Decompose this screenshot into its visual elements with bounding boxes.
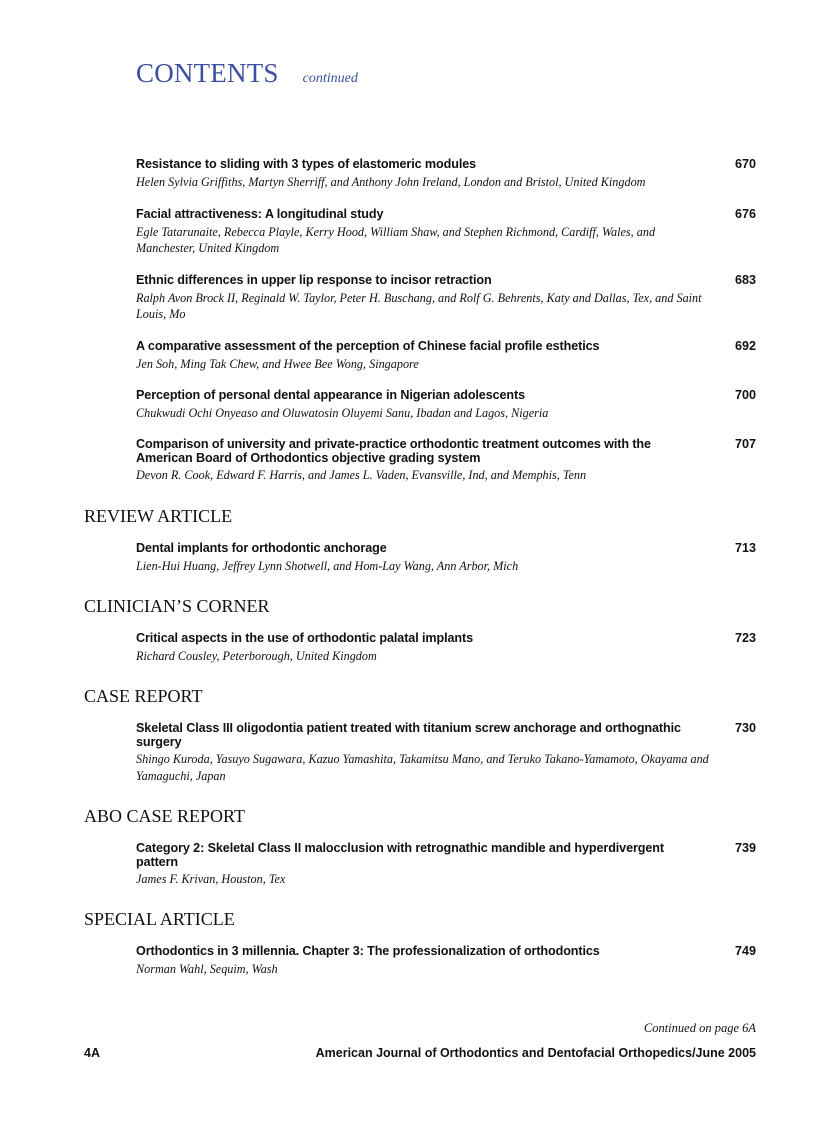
article-authors: James F. Krivan, Houston, Tex (136, 872, 286, 886)
toc-entry (136, 632, 756, 664)
article-page-number[interactable]: 670 (734, 157, 756, 171)
section-heading: REVIEW ARTICLE (84, 506, 233, 526)
article-page-number[interactable]: 739 (734, 841, 756, 855)
continued-note: Continued on page 6A (643, 1021, 756, 1035)
article-title[interactable]: Facial attractiveness: A longitudinal study (136, 207, 384, 221)
article-title[interactable]: A comparative assessment of the perception of Chinese facial profile esthetics (136, 339, 600, 353)
article-page-number[interactable]: 692 (734, 339, 756, 353)
section-heading: CASE REPORT (84, 686, 203, 706)
toc-entry (136, 158, 756, 190)
article-title[interactable]: Ethnic differences in upper lip response to incisor retraction (136, 273, 492, 287)
article-title[interactable]: Resistance to sliding with 3 types of elastomeric modules (136, 157, 477, 171)
footer-page-number: 4A (84, 1046, 100, 1060)
article-authors: Norman Wahl, Sequim, Wash (136, 961, 278, 976)
contents-title: CONTENTS (136, 58, 279, 88)
article-page-number[interactable]: 713 (734, 541, 756, 555)
article-authors: Egle Tatarunaite, Rebecca Playle, Kerry Hood, William Shaw, and Stephen Richmond, Cardiff, Wales, and Manchester, United Kingdom (136, 224, 656, 255)
toc-entry (136, 438, 756, 484)
article-page-number[interactable]: 683 (734, 273, 756, 287)
article-title[interactable]: Critical aspects in the use of orthodontic palatal implants (136, 631, 473, 645)
page-header (136, 58, 358, 89)
article-title[interactable]: Comparison of university and private-practice orthodontic treatment outcomes with the American Board of Orthodontics objective grading system (136, 437, 651, 465)
article-authors: Jen Soh, Ming Tak Chew, and Hwee Bee Wong, Singapore (136, 356, 419, 371)
section-heading: ABO CASE REPORT (84, 806, 245, 826)
article-authors: Lien-Hui Huang, Jeffrey Lynn Shotwell, and Hom-Lay Wang, Ann Arbor, Mich (136, 558, 519, 573)
article-page-number[interactable]: 707 (734, 437, 756, 451)
article-authors: Devon R. Cook, Edward F. Harris, and James L. Vaden, Evansville, Ind, and Memphis, Tenn (136, 468, 587, 482)
footer-journal-title: American Journal of Orthodontics and Dentofacial Orthopedics/June 2005 (315, 1046, 756, 1060)
article-title[interactable]: Category 2: Skeletal Class II malocclusion with retrognathic mandible and hyperdivergent pattern (136, 841, 664, 869)
section-heading: CLINICIAN’S CORNER (84, 596, 270, 616)
article-page-number[interactable]: 749 (734, 944, 756, 958)
article-title[interactable]: Orthodontics in 3 millennia. Chapter 3: The professionalization of orthodontics (136, 944, 600, 958)
article-page-number[interactable]: 676 (734, 207, 756, 221)
article-authors: Shingo Kuroda, Yasuyo Sugawara, Kazuo Yamashita, Takamitsu Mano, and Teruko Takano-Yamamoto, Okayama and Yamaguchi, Japan (136, 752, 709, 783)
toc-entry (136, 208, 756, 257)
article-page-number[interactable]: 730 (734, 721, 756, 735)
toc-entry (136, 340, 756, 372)
article-title[interactable]: Dental implants for orthodontic anchorage (136, 541, 387, 555)
toc-entry (136, 945, 756, 977)
article-authors: Helen Sylvia Griffiths, Martyn Sherriff, and Anthony John Ireland, London and Bristol, United Kingdom (136, 174, 646, 189)
toc-entry (136, 722, 756, 784)
contents-subtitle: continued (302, 71, 358, 86)
article-authors: Chukwudi Ochi Onyeaso and Oluwatosin Oluyemi Sanu, Ibadan and Lagos, Nigeria (136, 405, 549, 420)
article-authors: Richard Cousley, Peterborough, United Kingdom (136, 648, 377, 663)
article-title[interactable]: Skeletal Class III oligodontia patient treated with titanium screw anchorage and orthognathic surgery (136, 721, 681, 749)
article-authors: Ralph Avon Brock II, Reginald W. Taylor, Peter H. Buschang, and Rolf G. Behrents, Katy and Dallas, Tex, and Saint Louis, Mo (136, 290, 702, 321)
toc-entry (136, 542, 756, 574)
toc-entry (136, 274, 756, 323)
toc-entry (136, 389, 756, 421)
article-page-number[interactable]: 700 (734, 388, 756, 402)
section-heading: SPECIAL ARTICLE (84, 909, 235, 929)
article-title[interactable]: Perception of personal dental appearance in Nigerian adolescents (136, 388, 526, 402)
toc-entry (136, 842, 756, 888)
article-page-number[interactable]: 723 (734, 631, 756, 645)
